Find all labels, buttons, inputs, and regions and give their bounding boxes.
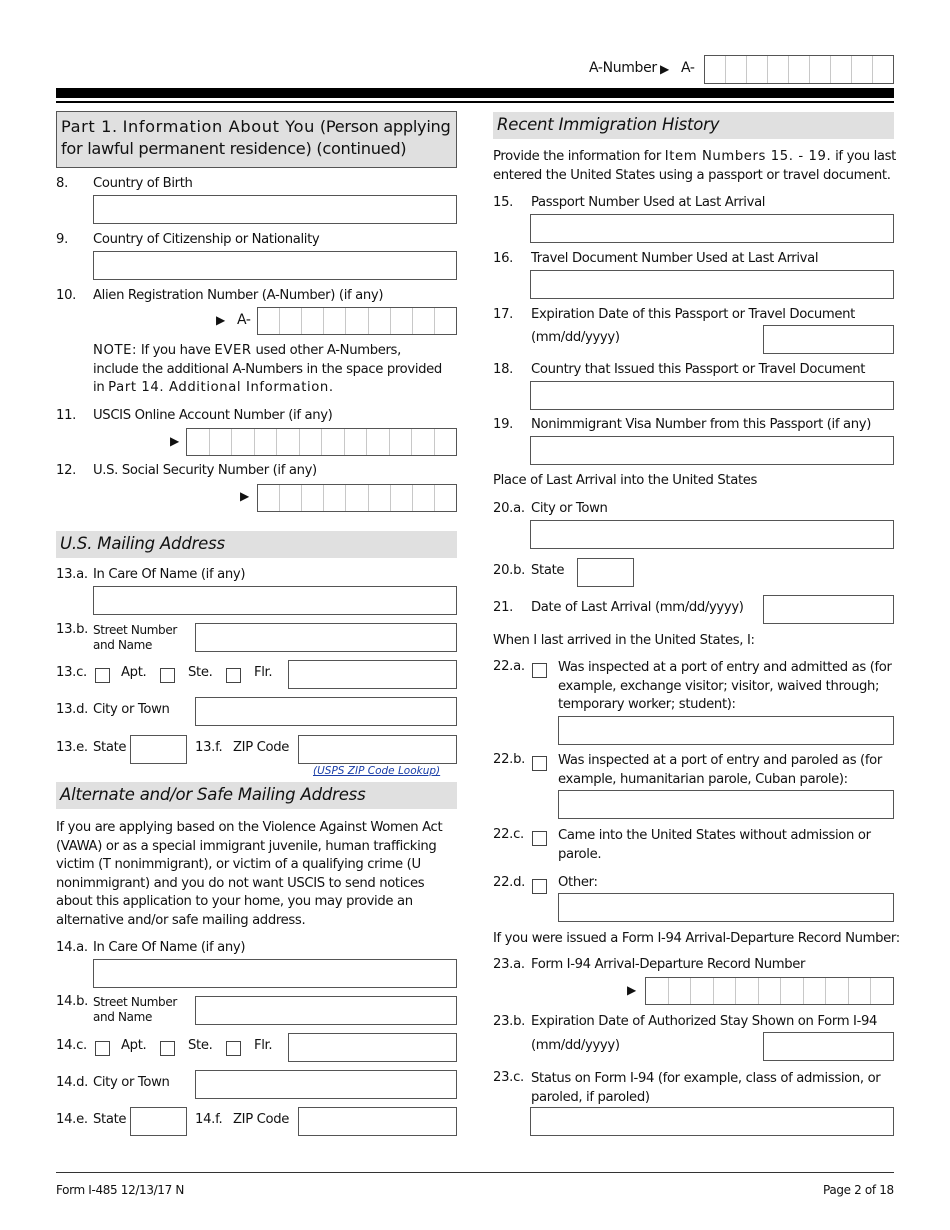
- mailing-address-header: U.S. Mailing Address: [56, 531, 457, 558]
- other-checkbox[interactable]: [532, 879, 547, 894]
- part1-title-rest: Information About You: [122, 117, 315, 136]
- q8-number: 8.: [56, 176, 68, 191]
- q13c-number: 13.c.: [56, 665, 87, 680]
- header-rule-thin: [56, 101, 894, 103]
- q15-number: 15.: [493, 195, 514, 210]
- q14c-flr: Flr.: [254, 1038, 273, 1053]
- q13f-number: 13.f.: [195, 740, 223, 755]
- arrow-right-icon: ▶: [216, 313, 226, 327]
- arrow-right-icon: ▶: [627, 983, 637, 997]
- alt-zip-input[interactable]: [298, 1107, 457, 1136]
- mailing-street-input[interactable]: [195, 623, 457, 652]
- part1-subtitle-a: (Person applying: [319, 117, 451, 136]
- q11-label: USCIS Online Account Number (if any): [93, 408, 333, 423]
- alt-flr-checkbox[interactable]: [226, 1041, 241, 1056]
- q14a-label: In Care Of Name (if any): [93, 940, 246, 955]
- arrival-date-input[interactable]: [763, 595, 894, 624]
- mailing-unit-input[interactable]: [288, 660, 457, 689]
- q22b-number: 22.b.: [493, 752, 526, 767]
- q22c-label: Came into the United States without admission or parole.: [558, 828, 871, 862]
- a-number-note: NOTE: If you have EVER used other A-Numbers, include the additional A-Numbers in the space provided in Part 14. Additional Information.: [93, 343, 442, 395]
- header-a-prefix: A-: [681, 60, 695, 76]
- q23a-label: Form I-94 Arrival-Departure Record Number: [531, 957, 806, 972]
- footer-rule: [56, 1172, 894, 1173]
- q13d-number: 13.d.: [56, 702, 89, 717]
- i94-status-input[interactable]: [530, 1107, 894, 1136]
- other-input[interactable]: [558, 893, 894, 922]
- q22a-number: 22.a.: [493, 659, 525, 674]
- q13f-label: ZIP Code: [233, 740, 290, 755]
- alt-in-care-of-input[interactable]: [93, 959, 457, 988]
- alt-apt-checkbox[interactable]: [95, 1041, 110, 1056]
- i94-number-input[interactable]: [645, 977, 894, 1005]
- q13c-apt: Apt.: [121, 665, 147, 680]
- q14b-label-1: Street Number: [93, 995, 177, 1009]
- q13c-ste: Ste.: [188, 665, 213, 680]
- alt-address-instructions: If you are applying based on the Violence Against Women Act (VAWA) or as a special immigrant juvenile, human trafficking victim (T nonimmigrant), or victim of a qualifying crime (U nonimmigrant) and you do not want USCIS to send notices about this application to your home, you may provide an alternative and/or safe mailing address.: [56, 820, 443, 928]
- passport-country-input[interactable]: [530, 381, 894, 410]
- q20a-label: City or Town: [531, 501, 608, 516]
- q13e-number: 13.e.: [56, 740, 88, 755]
- i94-intro-label: If you were issued a Form I-94 Arrival-Departure Record Number:: [493, 931, 900, 946]
- header-a-number-input[interactable]: [704, 55, 894, 84]
- q12-number: 12.: [56, 463, 77, 478]
- q23a-number: 23.a.: [493, 957, 525, 972]
- alt-state-select[interactable]: [130, 1107, 187, 1136]
- header-rule-thick: [56, 88, 894, 98]
- alt-address-header: Alternate and/or Safe Mailing Address: [56, 782, 457, 809]
- mailing-zip-input[interactable]: [298, 735, 457, 764]
- mailing-state-select[interactable]: [130, 735, 187, 764]
- q12-label: U.S. Social Security Number (if any): [93, 463, 317, 478]
- ssn-input[interactable]: [257, 484, 457, 512]
- immigration-intro: Provide the information for Item Numbers 15. - 19. if you last entered the United States using a passport or travel document.: [493, 149, 896, 183]
- q13a-label: In Care Of Name (if any): [93, 567, 246, 582]
- q9-number: 9.: [56, 232, 68, 247]
- q19-label: Nonimmigrant Visa Number from this Passport (if any): [531, 417, 871, 432]
- q16-number: 16.: [493, 251, 514, 266]
- q17-label-1: Expiration Date of this Passport or Travel Document: [531, 307, 855, 322]
- alt-street-input[interactable]: [195, 996, 457, 1025]
- inspected-admitted-checkbox[interactable]: [532, 663, 547, 678]
- q9-label: Country of Citizenship or Nationality: [93, 232, 320, 247]
- q22d-label: Other:: [558, 875, 598, 890]
- q17-number: 17.: [493, 307, 514, 322]
- a-number-input[interactable]: [257, 307, 457, 335]
- q21-label: Date of Last Arrival (mm/dd/yyyy): [531, 600, 744, 615]
- alt-ste-checkbox[interactable]: [160, 1041, 175, 1056]
- part1-subtitle-b: for lawful permanent residence) (continued): [61, 139, 407, 158]
- arrow-right-icon: ▶: [660, 62, 670, 76]
- recent-immigration-header: Recent Immigration History: [493, 112, 894, 139]
- q8-label: Country of Birth: [93, 176, 193, 191]
- q23c-label: Status on Form I-94 (for example, class of admission, or paroled, if paroled): [531, 1071, 881, 1105]
- q14a-number: 14.a.: [56, 940, 88, 955]
- q14e-label: State: [93, 1112, 127, 1127]
- q15-label: Passport Number Used at Last Arrival: [531, 195, 766, 210]
- q14f-number: 14.f.: [195, 1112, 223, 1127]
- admitted-as-input[interactable]: [558, 716, 894, 745]
- paroled-as-input[interactable]: [558, 790, 894, 819]
- q10-prefix: A-: [237, 312, 251, 328]
- q18-label: Country that Issued this Passport or Travel Document: [531, 362, 866, 377]
- q23c-number: 23.c.: [493, 1070, 524, 1085]
- q21-number: 21.: [493, 600, 514, 615]
- country-of-citizenship-input[interactable]: [93, 251, 457, 280]
- footer-form-id: Form I-485 12/13/17 N: [56, 1183, 184, 1197]
- q10-number: 10.: [56, 288, 77, 303]
- q22b-label: Was inspected at a port of entry and paroled as (for example, humanitarian parole, Cuban parole):: [558, 753, 882, 787]
- visa-number-input[interactable]: [530, 436, 894, 465]
- when-arrived-label: When I last arrived in the United States, I:: [493, 633, 755, 648]
- q20a-number: 20.a.: [493, 501, 525, 516]
- q14d-label: City or Town: [93, 1075, 170, 1090]
- q13d-label: City or Town: [93, 702, 170, 717]
- arrow-right-icon: ▶: [170, 434, 180, 448]
- q13e-label: State: [93, 740, 127, 755]
- q14b-label-2: and Name: [93, 1010, 152, 1024]
- mailing-city-input[interactable]: [195, 697, 457, 726]
- alt-unit-input[interactable]: [288, 1033, 457, 1062]
- q16-label: Travel Document Number Used at Last Arrival: [531, 251, 819, 266]
- inspected-paroled-checkbox[interactable]: [532, 756, 547, 771]
- passport-expiration-input[interactable]: [763, 325, 894, 354]
- q14e-number: 14.e.: [56, 1112, 88, 1127]
- passport-number-input[interactable]: [530, 214, 894, 243]
- q20b-label: State: [531, 563, 565, 578]
- q22a-label: Was inspected at a port of entry and admitted as (for example, exchange visitor; visitor, waived through; temporary worker; student):: [558, 660, 892, 712]
- q22d-number: 22.d.: [493, 875, 526, 890]
- mailing-ste-checkbox[interactable]: [160, 668, 175, 683]
- arrival-state-select[interactable]: [577, 558, 634, 587]
- q23b-number: 23.b.: [493, 1014, 526, 1029]
- authorized-stay-expiration-input[interactable]: [763, 1032, 894, 1061]
- q14f-label: ZIP Code: [233, 1112, 290, 1127]
- footer-page-number: Page 2 of 18: [823, 1183, 894, 1197]
- q20b-number: 20.b.: [493, 563, 526, 578]
- part1-title: Part 1.: [61, 117, 118, 136]
- q14c-apt: Apt.: [121, 1038, 147, 1053]
- uscis-online-account-input[interactable]: [186, 428, 457, 456]
- q18-number: 18.: [493, 362, 514, 377]
- travel-document-input[interactable]: [530, 270, 894, 299]
- mailing-in-care-of-input[interactable]: [93, 586, 457, 615]
- mailing-flr-checkbox[interactable]: [226, 668, 241, 683]
- q13c-flr: Flr.: [254, 665, 273, 680]
- part1-title-box: [56, 111, 457, 168]
- usps-zip-lookup-link[interactable]: (USPS ZIP Code Lookup): [313, 765, 441, 777]
- q23b-label-2: (mm/dd/yyyy): [531, 1038, 620, 1053]
- q17-label-2: (mm/dd/yyyy): [531, 330, 620, 345]
- q19-number: 19.: [493, 417, 514, 432]
- country-of-birth-input[interactable]: [93, 195, 457, 224]
- q22c-number: 22.c.: [493, 827, 524, 842]
- alt-city-input[interactable]: [195, 1070, 457, 1099]
- q13a-number: 13.a.: [56, 567, 88, 582]
- mailing-apt-checkbox[interactable]: [95, 668, 110, 683]
- q13b-label-1: Street Number: [93, 623, 177, 637]
- q13b-number: 13.b.: [56, 622, 89, 637]
- place-of-arrival-label: Place of Last Arrival into the United States: [493, 473, 758, 488]
- q14c-number: 14.c.: [56, 1038, 87, 1053]
- q23b-label-1: Expiration Date of Authorized Stay Shown on Form I-94: [531, 1014, 878, 1029]
- q13b-label-2: and Name: [93, 638, 152, 652]
- q14d-number: 14.d.: [56, 1075, 89, 1090]
- arrow-right-icon: ▶: [240, 489, 250, 503]
- q14b-number: 14.b.: [56, 994, 89, 1009]
- q11-number: 11.: [56, 408, 77, 423]
- arrival-city-input[interactable]: [530, 520, 894, 549]
- header-a-number-label: A-Number: [589, 60, 657, 76]
- q10-label: Alien Registration Number (A-Number) (if any): [93, 288, 384, 303]
- q14c-ste: Ste.: [188, 1038, 213, 1053]
- no-admission-checkbox[interactable]: [532, 831, 547, 846]
